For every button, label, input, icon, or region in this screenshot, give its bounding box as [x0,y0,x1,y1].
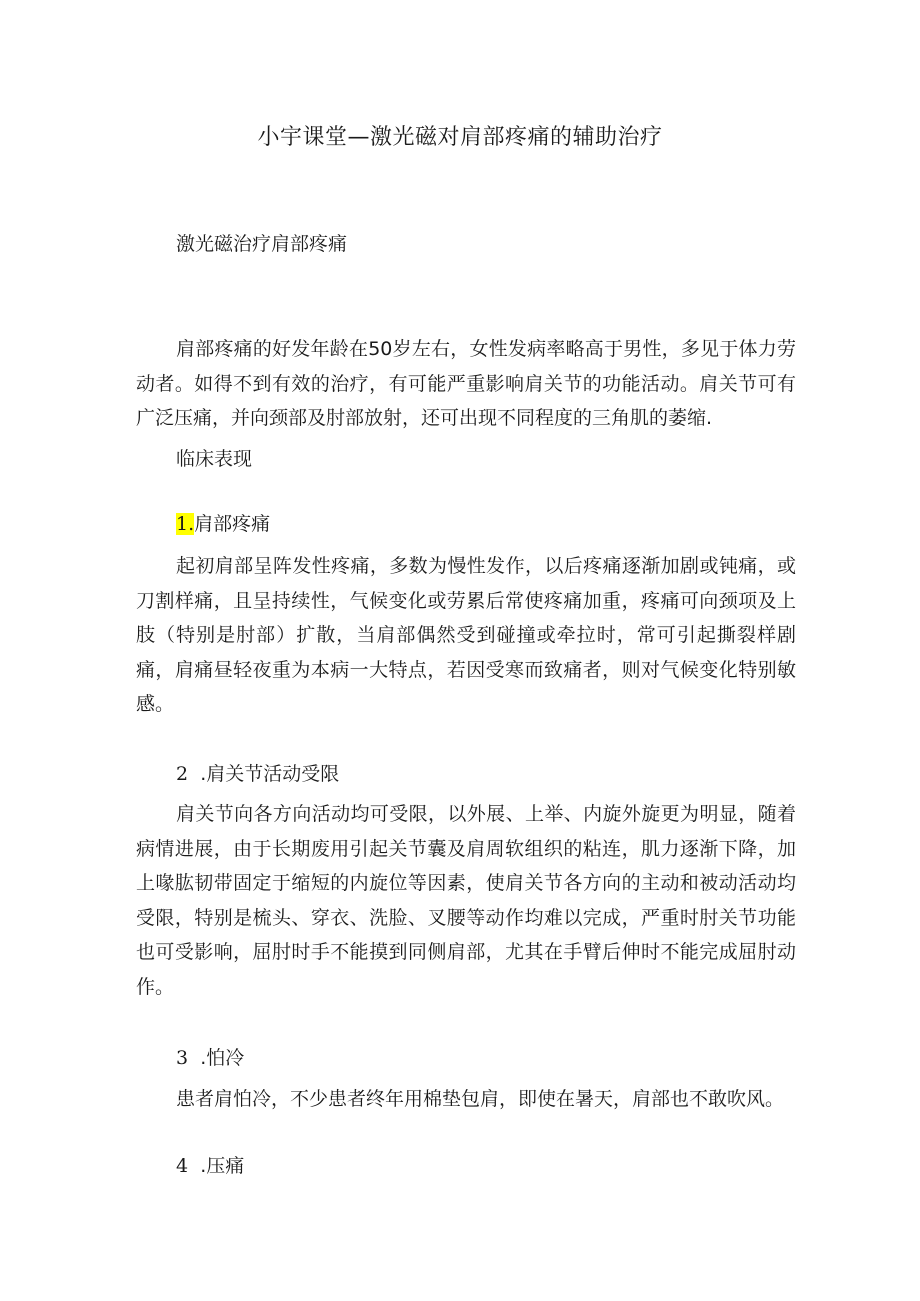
item-heading-1 [176,508,270,540]
item-heading-3 [176,1042,244,1074]
item-title: .肩关节活动受限 [200,763,340,785]
item-body-1: 起初肩部呈阵发性疼痛，多数为慢性发作，以后疼痛逐渐加剧或钝痛，或刀割样痛，且呈持续性，气候变化或劳累后常使疼痛加重，疼痛可向颈项及上肢（特别是肘部）扩散，当肩部偶然受到碰撞或牵拉时，常可引起撕裂样剧痛，肩痛昼轻夜重为本病一大特点，若因受寒而致痛者，则对气候变化特别敏感。 [136,555,796,715]
item-body-3: 患者肩怕冷，不少患者终年用棉垫包肩，即使在暑天，肩部也不敢吹风。 [176,1088,785,1110]
intro-paragraph: 肩部疼痛的好发年龄在50岁左右，女性发病率略高于男性，多见于体力劳动者。如得不到有效的治疗，有可能严重影响肩关节的功能活动。肩关节可有广泛压痛，并向颈部及肘部放射，还可出现不同程度的三角肌的萎缩. [136,338,796,429]
highlighted-number: 1. [176,513,195,535]
section-heading: 临床表现 [176,448,253,470]
document-title: 小宇课堂—激光磁对肩部疼痛的辅助治疗 [257,125,663,150]
item-heading-2 [176,758,339,790]
item-number: 2 [176,763,189,785]
item-title: 肩部疼痛 [194,513,271,535]
item-number: 4 [176,1155,189,1177]
item-title: .压痛 [200,1155,245,1177]
item-body-2: 肩关节向各方向活动均可受限，以外展、上举、内旋外旋更为明显，随着病情进展，由于长期废用引起关节囊及肩周软组织的粘连，肌力逐渐下降，加上喙肱韧带固定于缩短的内旋位等因素，使肩关节各方向的主动和被动活动均受限，特别是梳头、穿衣、洗脸、叉腰等动作均难以完成，严重时肘关节功能也可受影响，屈肘时手不能摸到同侧肩部，尤其在手臂后伸时不能完成屈肘动作。 [136,803,796,998]
subtitle: 激光磁治疗肩部疼痛 [176,233,348,255]
item-title: .怕冷 [200,1047,245,1069]
item-heading-4 [176,1150,244,1182]
item-number: 3 [176,1047,189,1069]
